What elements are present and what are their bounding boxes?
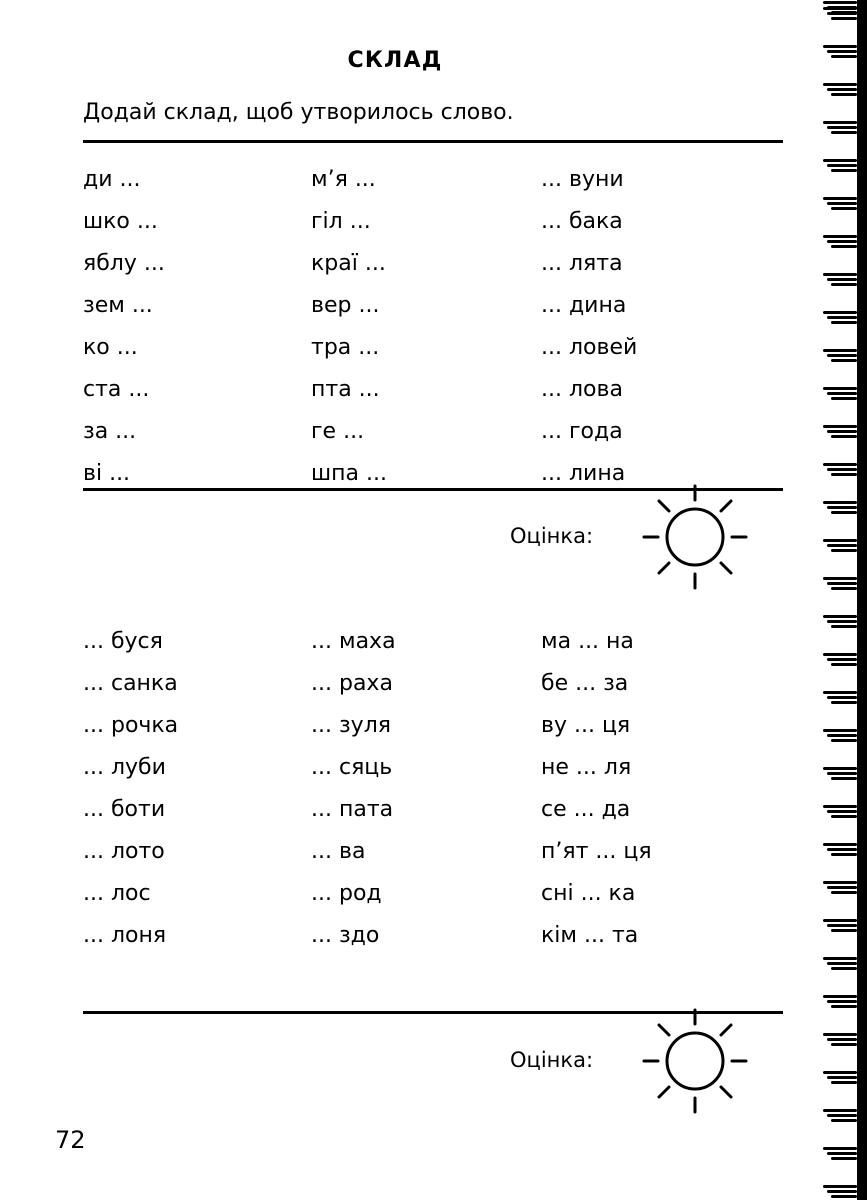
table-row [83,620,771,662]
word-cell[interactable]: не ... ля [541,754,632,780]
word-cell[interactable]: ... сяць [311,754,393,780]
table-row [83,410,771,452]
word-cell[interactable]: ста ... [83,376,150,402]
binding-ring [823,804,859,820]
divider-top [83,140,783,143]
word-cell[interactable]: ... санка [83,670,178,696]
word-cell[interactable]: тра ... [311,334,380,360]
word-cell[interactable]: ... дина [541,292,627,318]
word-cell[interactable]: ди ... [83,166,141,192]
binding-ring [823,386,859,402]
binding-ring [823,120,859,136]
word-cell[interactable]: ... года [541,418,623,444]
binding-ring [823,690,859,706]
sun-icon [640,1006,750,1116]
word-cell[interactable]: ... боти [83,796,166,822]
word-cell[interactable]: шко ... [83,208,158,234]
binding-ring [823,500,859,516]
table-row [83,326,771,368]
word-cell[interactable]: м’я ... [311,166,376,192]
word-cell[interactable]: ... рочка [83,712,179,738]
binding-ring [823,424,859,440]
word-cell[interactable]: зем ... [83,292,153,318]
binding-ring [823,1070,859,1086]
word-cell[interactable]: гіл ... [311,208,371,234]
word-cell[interactable]: ... раха [311,670,393,696]
binding-ring [823,1146,859,1162]
binding-ring [823,234,859,250]
word-cell[interactable]: кім ... та [541,922,639,948]
word-cell[interactable]: яблу ... [83,250,165,276]
grade-label: Оцінка: [510,1048,594,1072]
binding-ring [823,158,859,174]
word-cell[interactable]: ... лята [541,250,623,276]
table-row [83,788,771,830]
word-cell[interactable]: сні ... ка [541,880,636,906]
word-cell[interactable]: п’ят ... ця [541,838,652,864]
table-row [83,662,771,704]
binding-ring [823,44,859,60]
binding-ring [823,614,859,630]
binding-ring [823,842,859,858]
binding-ring [823,918,859,934]
binding-ring [823,538,859,554]
grade-label: Оцінка: [510,524,594,548]
binding-ring [823,196,859,212]
binding-ring [823,82,859,98]
word-cell[interactable]: за ... [83,418,137,444]
word-cell[interactable]: ... род [311,880,382,906]
spiral-binding [821,0,867,1200]
table-row [83,200,771,242]
word-cell[interactable]: ... вуни [541,166,624,192]
binding-ring [823,880,859,896]
binding-ring [823,956,859,972]
binding-ring [823,994,859,1010]
sun-icon [640,482,750,592]
binding-ring [823,766,859,782]
word-cell[interactable]: ... ва [311,838,366,864]
word-cell[interactable]: ма ... на [541,628,634,654]
word-cell[interactable]: ... лина [541,460,626,486]
page-number: 72 [55,1126,86,1154]
binding-ring [823,1032,859,1048]
exercise-2-grid [83,620,771,956]
instruction-text: Додай склад, щоб утворилось слово. [83,100,514,125]
binding-ring [823,0,859,16]
binding-ring [823,1184,859,1200]
binding-ring [823,310,859,326]
word-cell[interactable]: ... ловей [541,334,638,360]
table-row [83,704,771,746]
word-cell[interactable]: ... лото [83,838,165,864]
binding-rail [857,0,867,1200]
binding-ring [823,576,859,592]
word-cell[interactable]: ... здо [311,922,380,948]
word-cell[interactable]: ... зуля [311,712,391,738]
page-title: СКЛАД [347,48,443,73]
word-cell[interactable]: ... лос [83,880,151,906]
table-row [83,368,771,410]
word-cell[interactable]: ... лоня [83,922,167,948]
table-row [83,746,771,788]
word-cell[interactable]: краї ... [311,250,386,276]
table-row [83,914,771,956]
word-cell[interactable]: ву ... ця [541,712,631,738]
exercise-1-grid [83,158,771,494]
word-cell[interactable]: ... пата [311,796,394,822]
word-cell[interactable]: ... лова [541,376,623,402]
binding-ring [823,1108,859,1124]
table-row [83,872,771,914]
word-cell[interactable]: бе ... за [541,670,629,696]
table-row [83,242,771,284]
word-cell[interactable]: ві ... [83,460,131,486]
word-cell[interactable]: се ... да [541,796,631,822]
binding-ring [823,272,859,288]
word-cell[interactable]: ... буся [83,628,163,654]
binding-ring [823,462,859,478]
word-cell[interactable]: ге ... [311,418,365,444]
word-cell[interactable]: ... маха [311,628,396,654]
table-row [83,830,771,872]
word-cell[interactable]: ... бака [541,208,623,234]
word-cell[interactable]: шпа ... [311,460,387,486]
binding-ring [823,652,859,668]
word-cell[interactable]: вер ... [311,292,380,318]
binding-ring [823,728,859,744]
binding-ring [823,348,859,364]
table-row [83,284,771,326]
word-cell[interactable]: пта ... [311,376,380,402]
word-cell[interactable]: ... луби [83,754,166,780]
table-row [83,158,771,200]
word-cell[interactable]: ко ... [83,334,138,360]
